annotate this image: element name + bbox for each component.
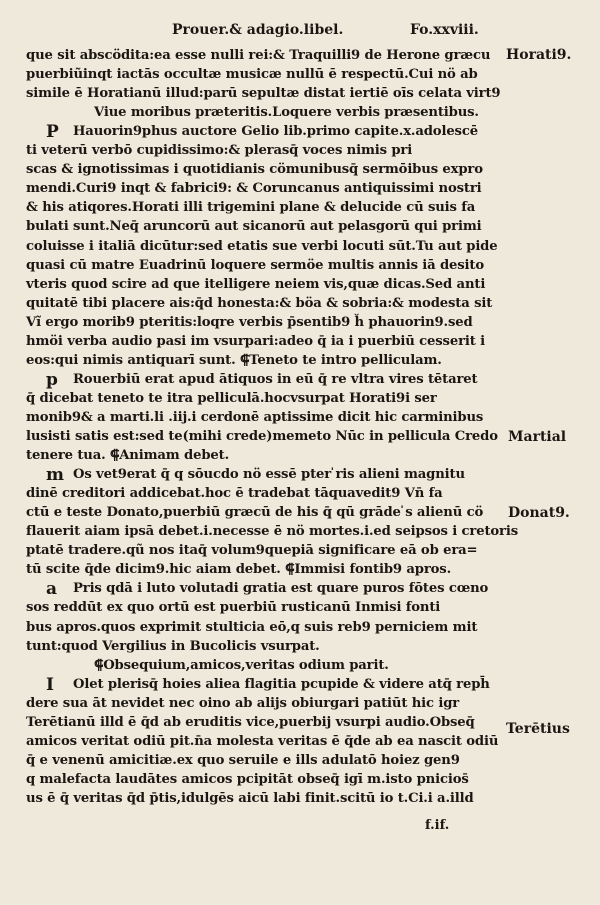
section-initial: I <box>46 674 54 695</box>
text-line: coluisse i italiā dicūtur:sed etatis sue verbi locuti sūt.Tu aut pide <box>26 238 498 254</box>
text-line: q̄ dicebat teneto te itra pelliculā.hocvsurpat Horati9i ser <box>26 390 437 406</box>
text-line: tunt:quod Vergilius in Bucolicis vsurpat. <box>26 638 320 654</box>
text-line: Olet plerisq̄ hoies aliea flagitia pcupide & videre atq̄ reph̄ <box>73 676 490 692</box>
text-line: que sit abscödita:ea esse nulli rei:& Traquilli9 de Herone græcu <box>26 48 491 63</box>
text-line: q malefacta laudātes amicos pcipitāt obseq̄ igī m.isto pnicios̄ <box>26 771 469 787</box>
signature-mark: f.if. <box>425 818 450 833</box>
text-line: simile ē Horatianū illud:parū sepultæ distat iertiē oīs celata virt9 <box>26 86 501 102</box>
margin-note-donatus: Donat9. <box>508 505 570 521</box>
text-line: Vĩ ergo morib9 pteritis:loqre verbis p̄sentib9 ȟ phauorin9.sed <box>26 314 473 330</box>
margin-note-martial: Martial <box>508 429 567 445</box>
text-line: Terētianū illd ē q̄d ab eruditis vice,puerbij vsurpi audio.Obseq̄ <box>26 714 475 730</box>
text-line: lusisti satis est:sed te(mihi crede)memeto Nūc in pellicula Credo <box>26 429 498 444</box>
text-line: Rouerbiū erat apud ātiquos in eū q̄ re vltra vires tētaret <box>73 371 478 387</box>
page-header <box>0 22 600 44</box>
text-line: dere sua āt nevidet nec oino ab alijs obiurgari patiūt hic igr <box>26 695 460 711</box>
text-line: eos:qui nimis antiquarī sunt. ⸿Teneto te intro pelliculam. <box>26 352 442 368</box>
text-line: bulati sunt.Neq̄ aruncorū aut sicanorū aut pelasgorū qui primi <box>26 219 482 235</box>
text-line: quitatē tibi placere ais:q̄d honesta:& böa & sobria:& modesta sit <box>26 295 493 311</box>
text-line: Viue moribus præteritis.Loquere verbis præsentibus. <box>94 105 479 121</box>
text-line: Pris qdā i luto volutadi gratia est quare puros fōtes cœno <box>73 581 489 597</box>
text-line: sos reddūt ex quo ortū est puerbiū rusticanū Inmisi fonti <box>26 600 441 616</box>
text-line: dinē creditori addicebat.hoc ē tradebat tāquavedit9 Vn̄ fa <box>26 486 443 502</box>
text-line: puerbiũinqt iactās occultæ musicæ nullū ē respectū.Cui nö ab <box>26 67 478 83</box>
text-line: vteris quod scire ad que itelligere neiem vis,quæ dicas.Sed anti <box>26 276 486 292</box>
text-line: us ē q̄ veritas q̄d p̄tis,idulgēs aicū labi finit.scitū io t.Ci.i a.illd <box>26 790 474 806</box>
text-line: tū scite q̄de dicim9.hic aiam debet. ⸿Immisi fontib9 apros. <box>26 562 452 578</box>
text-line: ti veterū verbō cupidissimo:& plerasq̄ voces nimis pri <box>26 143 413 159</box>
text-line: mendi.Curi9 inqt & fabrici9: & Coruncanus antiquissimi nostri <box>26 181 482 197</box>
section-initial: a <box>46 579 58 600</box>
text-line: amicos veritat odiū pit.n̄a molesta veritas ē q̄de ab ea nascit odiū <box>26 733 499 749</box>
text-line: q̄ e venenū amicitiæ.ex quo seruile e ills adulatō hoiez gen9 <box>26 752 460 768</box>
text-line: flauerit aiam ipsā debet.i.necesse ē nö mortes.i.ed seipsos i cretoris <box>26 524 518 540</box>
text-line: Os vet9erat q̄ q sōucdo nö essē pter ̍ris alieni magnitu <box>73 467 465 483</box>
text-line: monib9& a marti.li .iij.i cerdonē aptissime dicit hic carminibus <box>26 409 484 425</box>
text-line: bus apros.quos exprimit stulticia eō,q suis reb9 perniciem mit <box>26 619 478 635</box>
section-initial: p <box>46 369 58 390</box>
text-line: & his atiqores.Horati illi trigemini plane & delucide cū suis fa <box>26 200 476 216</box>
text-line: scas & ignotissimas i quotidianis cömunibusq̄ sermōibus expro <box>26 162 483 178</box>
text-line: quasi cū matre Euadrinū loquere sermöe multis annis iā desito <box>26 257 485 273</box>
text-line: hmöi verba audio pasi im vsurpari:adeo q̄ ia i puerbiū cesserit i <box>26 333 485 349</box>
margin-note-terentius: Terētius <box>506 721 570 737</box>
section-initial: P <box>46 122 59 143</box>
folio-number: Fo.xxviii. <box>410 22 479 38</box>
text-line: Hauorin9phus auctore Gelio lib.primo capite.x.adolescē <box>73 124 478 140</box>
text-line: ptatē tradere.qũ nos itaq̄ volum9quepiā significare eā ob era= <box>26 543 478 559</box>
text-line: ctū e teste Donato,puerbiū græcū de his q̄ qū grāde ̍s alienū cö <box>26 505 484 521</box>
running-title: Prouer.& adagio.libel. <box>172 22 344 38</box>
margin-note-horatius: Horati9. <box>506 47 572 63</box>
section-initial: m <box>46 465 64 486</box>
text-line: ⸿Obsequium,amicos,veritas odium parit. <box>94 657 389 673</box>
text-line: tenere tua. ⸿Animam debet. <box>26 448 230 464</box>
